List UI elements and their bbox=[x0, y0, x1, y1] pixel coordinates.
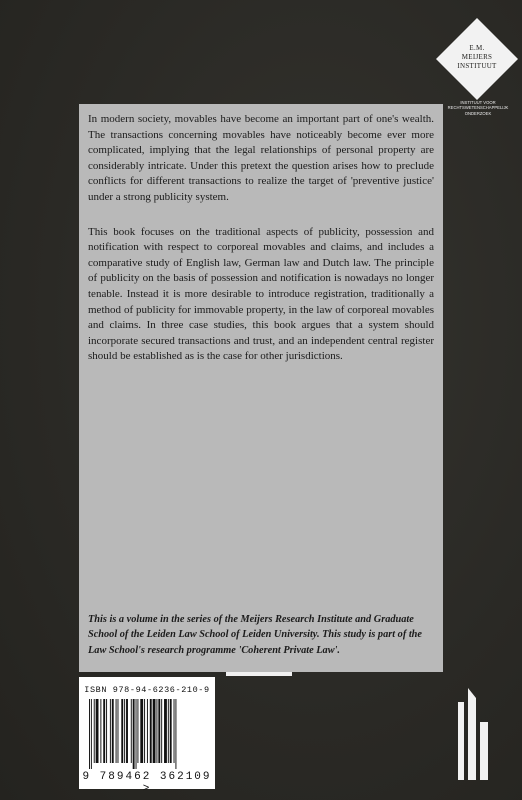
barcode-bar bbox=[118, 699, 119, 763]
barcode-bar bbox=[153, 699, 156, 763]
barcode-bar bbox=[100, 699, 101, 763]
barcode-bar bbox=[161, 699, 162, 763]
barcode-bar bbox=[144, 699, 145, 763]
logo-title-line: E.M. bbox=[469, 44, 485, 52]
logo-subtitle bbox=[440, 100, 516, 116]
barcode-bar bbox=[170, 699, 172, 763]
logo-subtitle-line: RECHTSWETENSCHAPPELIJK bbox=[447, 105, 509, 111]
meijers-institute-logo bbox=[438, 28, 522, 118]
barcode-bar bbox=[94, 699, 95, 763]
barcode-bar bbox=[103, 699, 105, 763]
barcode-bar bbox=[136, 699, 137, 769]
logo-subtitle-line: INSTITUUT VOOR bbox=[460, 100, 496, 105]
logo-subtitle-line: ONDERZOEK bbox=[464, 110, 492, 116]
barcode-bar bbox=[174, 699, 175, 763]
isbn-digits: 9 789462 362109 > bbox=[82, 771, 212, 795]
barcode-bar bbox=[168, 699, 169, 763]
barcode-bar bbox=[91, 699, 92, 769]
barcode-bar bbox=[133, 699, 135, 769]
barcode-bar bbox=[164, 699, 167, 763]
barcode-bar bbox=[89, 699, 90, 769]
publisher-mark-icon bbox=[454, 682, 494, 780]
barcode-bar bbox=[147, 699, 148, 763]
blurb-panel bbox=[79, 104, 443, 672]
barcode-bar bbox=[175, 699, 176, 769]
isbn-barcode bbox=[79, 677, 215, 795]
barcode-bar bbox=[131, 699, 132, 763]
barcode-bar bbox=[112, 699, 114, 763]
barcode-bar bbox=[96, 699, 99, 763]
barcode-bar bbox=[110, 699, 111, 763]
blurb-paragraph-1: In modern society, movables have become an important part of one's wealth. The transactions concerning movables have noticeably become ever more complicated, implying that the legal relationships of personal property are considerably intricate. Under this pretext the question arises how to preclude conflicts for different transactions to realize the target of 'preventive justice' under a strong publicity system. bbox=[88, 113, 434, 203]
barcode-bar bbox=[137, 699, 138, 763]
panel-edge-strip bbox=[226, 672, 292, 676]
barcode-bar bbox=[140, 699, 143, 763]
barcode-bar bbox=[156, 699, 157, 763]
barcode-bars bbox=[89, 699, 205, 769]
barcode-bar bbox=[106, 699, 107, 763]
logo-title-line: MEIJERS bbox=[461, 53, 493, 61]
barcode-bar bbox=[124, 699, 125, 763]
blurb-paragraph-2: This book focuses on the traditional aspects of publicity, possession and notification with respect to corporeal movables and claims, and includes a comparative study of English law, German law and Dutch law. The principle of publicity on the basis of possession and notification is nowadays no longer tenable. Instead it is more desirable to introduce registration, traditionally a method of publicity for immovable property, in the law of corporeal movables and claims. In three case studies, this book argues that a system should incorporate secured transactions and trust, and an independent central register should be established as is the case for other jurisdictions. bbox=[88, 225, 434, 363]
barcode-bar bbox=[158, 699, 160, 763]
barcode-bar bbox=[126, 699, 128, 763]
barcode-bar bbox=[121, 699, 123, 763]
barcode-bar bbox=[116, 699, 117, 763]
barcode-bar bbox=[150, 699, 152, 763]
series-note: This is a volume in the series of the Meijers Research Institute and Graduate School of the Leiden Law School of Leiden University. This study is part of the Law School's research programme 'Coherent Private Law'. bbox=[88, 614, 422, 656]
logo-title bbox=[438, 44, 516, 71]
logo-title-line: INSTITUUT bbox=[457, 62, 497, 70]
isbn-label: ISBN 978-94-6236-210-9 bbox=[84, 685, 210, 695]
